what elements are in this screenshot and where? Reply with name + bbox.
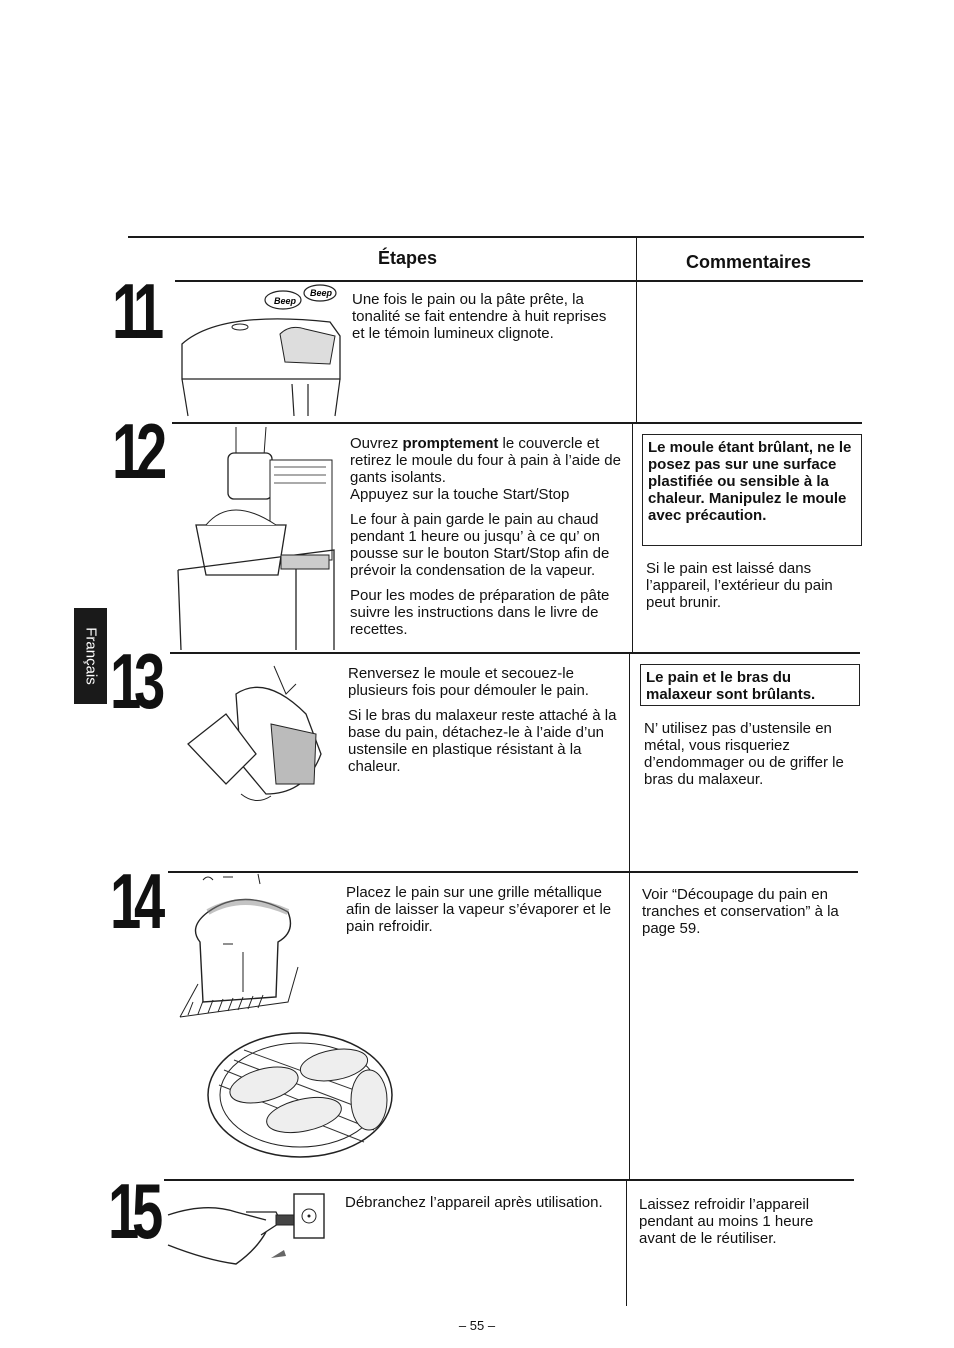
step-12-paragraph-2: Appuyez sur la touche Start/Stop: [350, 486, 570, 503]
step-12-warning-box: Le moule étant brûlant, ne le posez pas sur une surface plastifiée ou sensible à la chaleur. Manipulez le moule avec précaution.: [642, 434, 862, 546]
step-15-text: Débranchez l’appareil après utilisation.: [345, 1194, 603, 1211]
language-tab: [74, 608, 107, 704]
step-12-rule: [172, 422, 862, 424]
column-divider-mid: [632, 424, 633, 654]
step-11-paragraph: Une fois le pain ou la pâte prête, la tonalité se fait entendre à huit reprises et le témoin lumineux clignote.: [352, 291, 607, 342]
cooling-bread-illustration: [178, 872, 318, 1020]
step-13-rule: [170, 652, 860, 654]
header-top-rule: [128, 236, 864, 238]
step-13-warning-box: Le pain et le bras du malaxeur sont brûlants.: [640, 664, 860, 706]
step-12-paragraph-1: [350, 435, 622, 486]
step-12-p1-bold: promptement: [402, 435, 499, 452]
step-number-11: 11: [112, 267, 157, 355]
step-13-text: [348, 665, 624, 783]
step-11-text: [352, 291, 622, 350]
column-divider-bottom: [626, 1180, 627, 1306]
step-14-comment: Voir “Découpage du pain en tranches et conservation” à la page 59.: [642, 886, 839, 937]
step-13-paragraph-1: Renversez le moule et secouez-le plusieurs fois pour démouler le pain.: [348, 665, 589, 699]
cooling-rack-illustration: [204, 1030, 396, 1165]
beep-text-1: Beep: [274, 296, 297, 306]
step-12-comment: Si le pain est laissé dans l’appareil, l’extérieur du pain peut brunir.: [646, 560, 833, 611]
step-number-12: 12: [112, 407, 161, 495]
step-13-paragraph-2: Si le bras du malaxeur reste attaché à la base du pain, détachez-le à l’aide d’un ustensile en plastique résistant à la chaleur.: [348, 707, 617, 775]
step-15-comment: Laissez refroidir l’appareil pendant au moins 1 heure avant de le réutiliser.: [639, 1196, 814, 1247]
step-13-comment: N’ utilisez pas d’ustensile en métal, vous risqueriez d’endommager ou de griffer le bras du malaxeur.: [644, 720, 844, 788]
header-bottom-rule: [175, 280, 863, 282]
step-12-paragraph-4: Pour les modes de préparation de pâte suivre les instructions dans le livre de recettes.: [350, 587, 610, 638]
step-15-rule: [164, 1179, 854, 1181]
beep-text-2: Beep: [310, 288, 333, 298]
step-14-text: Placez le pain sur une grille métallique afin de laisser la vapeur s’évaporer et le pain refroidir.: [346, 884, 612, 935]
remove-pan-illustration: [176, 425, 338, 650]
step-12-text: [350, 435, 622, 646]
bread-maker-beep-illustration: [180, 284, 345, 419]
language-tab-label: Français: [82, 627, 99, 685]
step-number-14: 14: [110, 857, 159, 945]
page-number: – 55 –: [458, 1318, 496, 1333]
column-divider-low: [629, 654, 630, 1181]
step-12-p1-post: le couvercle et retirez le moule du four à pain à l’aide de gants isolants.: [350, 435, 621, 486]
step-12-p1-pre: Ouvrez: [350, 435, 403, 452]
step-number-15: 15: [108, 1167, 157, 1255]
unplug-illustration: [166, 1190, 328, 1270]
steps-header: Étapes: [378, 248, 438, 268]
turn-out-bread-illustration: [186, 664, 328, 804]
column-divider-upper: [636, 238, 637, 424]
comments-header: Commentaires: [686, 252, 812, 272]
step-number-13: 13: [110, 637, 159, 725]
step-12-paragraph-3: Le four à pain garde le pain au chaud pendant 1 heure ou jusqu’ à ce qu’ on pousse sur le bouton Start/Stop afin de prévoir la condensation de la vapeur.: [350, 511, 610, 579]
